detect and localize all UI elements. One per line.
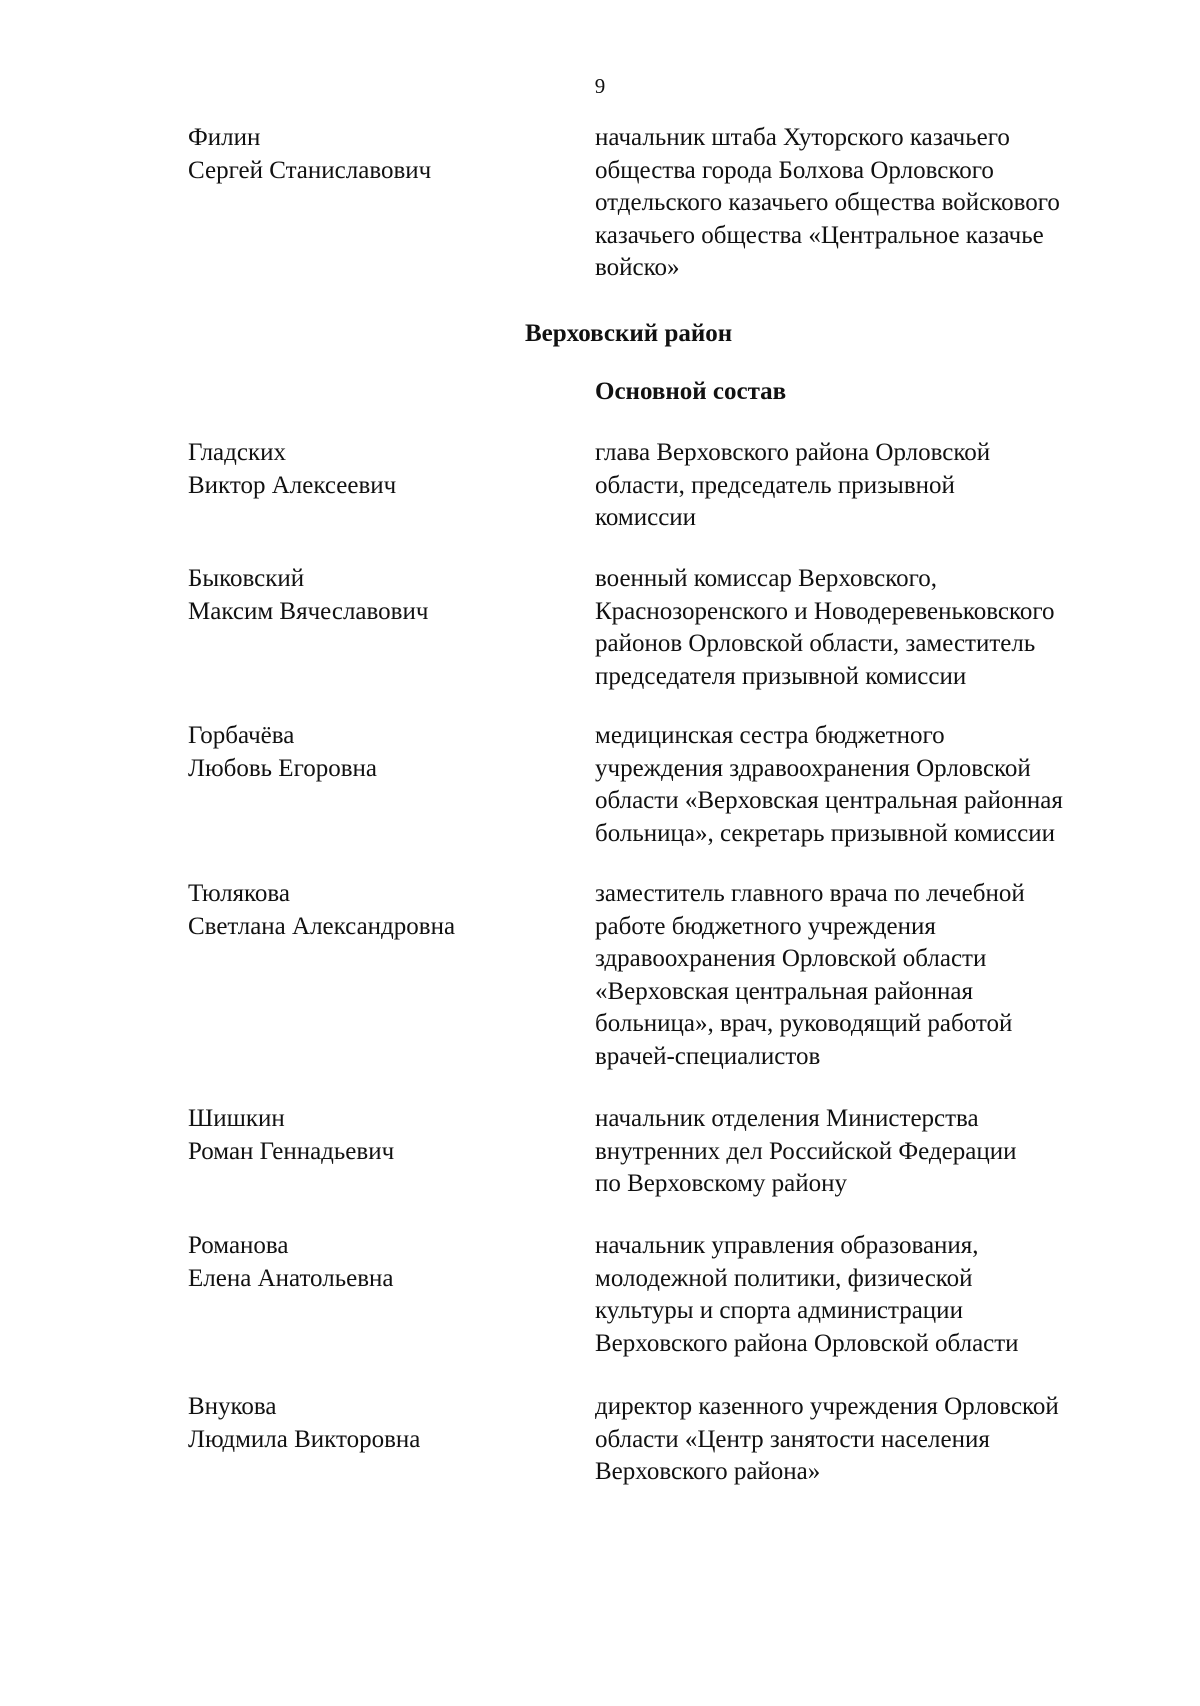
member-given-names: Максим Вячеславович (188, 597, 429, 625)
role-line: военный комиссар Верховского, (595, 565, 937, 592)
member-given-names: Роман Геннадьевич (188, 1137, 395, 1165)
member-name (188, 1103, 588, 1168)
role-line: внутренних дел Российской Федерации (595, 1137, 1017, 1165)
role-line: культуры и спорта администрации (595, 1297, 963, 1324)
role-line: глава Верховского района Орловской (595, 439, 991, 466)
member-name (188, 1230, 588, 1295)
member-role (595, 878, 1155, 1073)
member-role (595, 720, 1155, 850)
role-line: председателя призывной комиссии (595, 662, 967, 690)
role-line: больница», секретарь призывной комиссии (595, 819, 1056, 847)
member-name (188, 878, 588, 943)
page-number: 9 (594, 74, 606, 98)
role-line: заместитель главного врача по лечебной (595, 880, 1025, 907)
role-line: «Верховская центральная районная (595, 977, 974, 1005)
role-line: казачьего общества «Центральное казачье (595, 221, 1044, 249)
role-line: больница», врач, руководящий работой (595, 1010, 1013, 1037)
member-surname: Внукова (188, 1393, 277, 1420)
member-surname: Горбачёва (188, 722, 295, 749)
district-heading: Верховский район (525, 320, 733, 347)
role-line: Краснозоренского и Новодеревеньковского (595, 597, 1055, 625)
role-line: Верховского района Орловской области (595, 1329, 1019, 1357)
role-line: Верховского района» (595, 1458, 821, 1485)
member-surname: Шишкин (188, 1105, 285, 1132)
role-line: молодежной политики, физической (595, 1264, 973, 1292)
member-role (595, 437, 1155, 535)
member-given-names: Светлана Александровна (188, 912, 456, 940)
role-line: начальник отделения Министерства (595, 1105, 979, 1132)
member-surname: Филин (188, 124, 261, 151)
member-role (595, 563, 1155, 693)
role-line: начальник управления образования, (595, 1232, 979, 1259)
role-line: работе бюджетного учреждения (595, 912, 936, 940)
member-name (188, 1391, 588, 1456)
member-role (595, 1103, 1155, 1201)
member-given-names: Елена Анатольевна (188, 1264, 394, 1292)
role-line: комиссии (595, 504, 697, 531)
member-surname: Быковский (188, 565, 305, 592)
member-given-names: Виктор Алексеевич (188, 471, 397, 499)
member-name (188, 563, 588, 628)
role-line: начальник штаба Хуторского казачьего (595, 124, 1010, 151)
member-surname: Тюлякова (188, 880, 291, 907)
role-line: области «Центр занятости населения (595, 1425, 990, 1453)
role-line: районов Орловской области, заместитель (595, 630, 1036, 657)
member-name (188, 122, 588, 187)
member-name (188, 720, 588, 785)
role-line: отдельского казачьего общества войскового (595, 189, 1060, 216)
role-line: врачей-специалистов (595, 1042, 821, 1070)
member-role (595, 1230, 1155, 1360)
role-line: войско» (595, 254, 680, 281)
role-line: директор казенного учреждения Орловской (595, 1393, 1059, 1420)
member-given-names: Любовь Егоровна (188, 754, 377, 782)
role-line: медицинская сестра бюджетного (595, 722, 945, 749)
member-surname: Гладских (188, 439, 286, 466)
role-line: области, председатель призывной (595, 471, 955, 499)
role-line: общества города Болхова Орловского (595, 156, 994, 184)
member-role (595, 122, 1155, 285)
member-role (595, 1391, 1155, 1489)
role-line: по Верховскому району (595, 1170, 848, 1197)
member-given-names: Людмила Викторовна (188, 1425, 421, 1453)
role-line: учреждения здравоохранения Орловской (595, 754, 1031, 782)
role-line: области «Верховская центральная районная (595, 787, 1063, 814)
member-surname: Романова (188, 1232, 289, 1259)
member-name (188, 437, 588, 502)
member-given-names: Сергей Станиславович (188, 156, 432, 184)
role-line: здравоохранения Орловской области (595, 945, 987, 972)
composition-heading: Основной состав (595, 378, 787, 405)
